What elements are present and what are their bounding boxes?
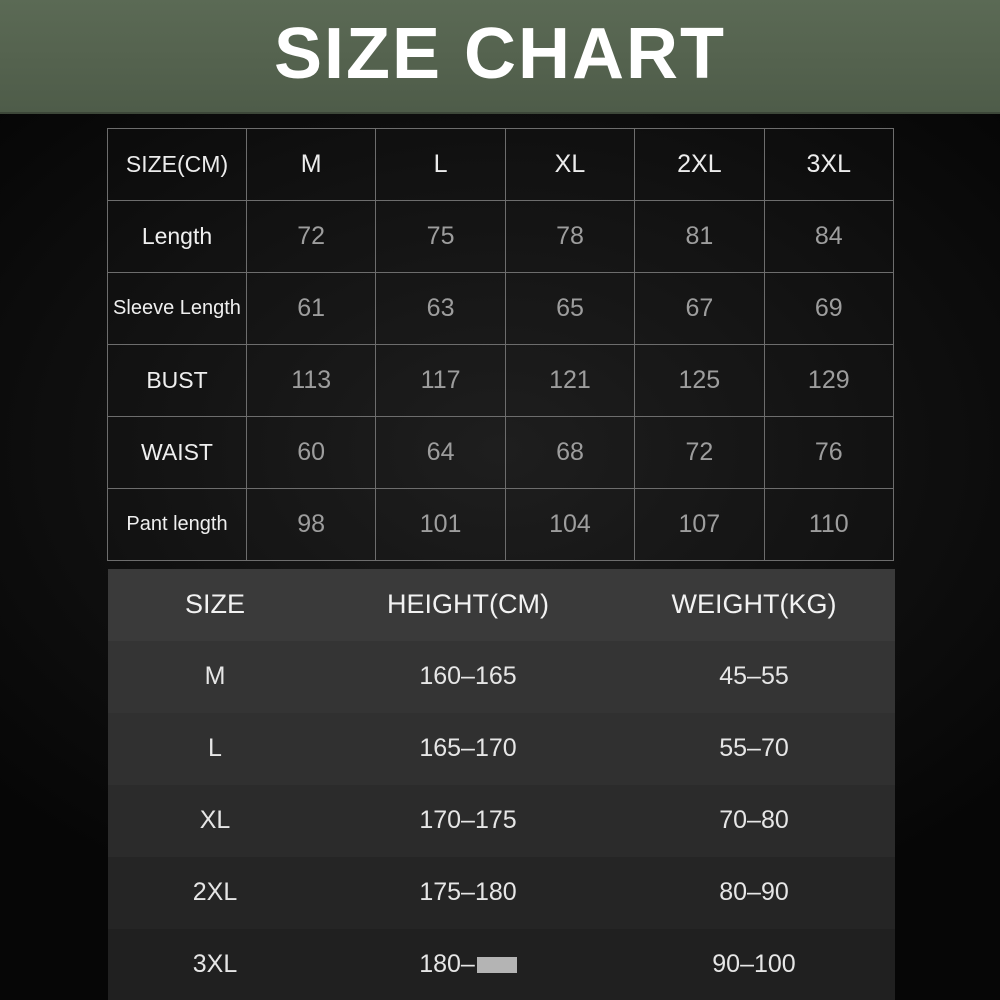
page-title: SIZE CHART bbox=[274, 14, 726, 94]
fit-height-2xl: 175–180 bbox=[323, 857, 614, 929]
table-row bbox=[108, 641, 895, 713]
cell-pant-m: 98 bbox=[247, 489, 376, 561]
cell-sleeve-m: 61 bbox=[247, 273, 376, 345]
cell-length-2xl: 81 bbox=[635, 201, 764, 273]
fit-weight-2xl: 80–90 bbox=[614, 857, 895, 929]
fit-table-header-row bbox=[108, 569, 895, 641]
fit-column-header-weight: WEIGHT(KG) bbox=[614, 569, 895, 641]
cell-length-xl: 78 bbox=[505, 201, 634, 273]
cell-pant-3xl: 110 bbox=[764, 489, 893, 561]
table-row bbox=[108, 273, 894, 345]
column-header-size: SIZE(CM) bbox=[108, 129, 247, 201]
cell-sleeve-3xl: 69 bbox=[764, 273, 893, 345]
column-header-xl: XL bbox=[505, 129, 634, 201]
cell-bust-m: 113 bbox=[247, 345, 376, 417]
column-header-m: M bbox=[247, 129, 376, 201]
cell-waist-2xl: 72 bbox=[635, 417, 764, 489]
cell-length-l: 75 bbox=[376, 201, 505, 273]
row-label-length: Length bbox=[108, 201, 247, 273]
fit-table-container bbox=[107, 568, 895, 1000]
column-header-3xl: 3XL bbox=[764, 129, 893, 201]
cell-waist-l: 64 bbox=[376, 417, 505, 489]
cell-pant-2xl: 107 bbox=[635, 489, 764, 561]
fit-weight-m: 45–55 bbox=[614, 641, 895, 713]
fit-column-header-height: HEIGHT(CM) bbox=[323, 569, 614, 641]
fit-weight-xl: 70–80 bbox=[614, 785, 895, 857]
column-header-2xl: 2XL bbox=[635, 129, 764, 201]
cell-waist-m: 60 bbox=[247, 417, 376, 489]
table-row bbox=[108, 857, 895, 929]
obscured-text-smudge bbox=[477, 957, 517, 973]
row-label-waist: WAIST bbox=[108, 417, 247, 489]
fit-table bbox=[107, 568, 895, 1000]
cell-sleeve-2xl: 67 bbox=[635, 273, 764, 345]
table-row bbox=[108, 785, 895, 857]
fit-height-3xl bbox=[323, 929, 614, 1000]
cell-bust-l: 117 bbox=[376, 345, 505, 417]
row-label-pant-length: Pant length bbox=[108, 489, 247, 561]
cell-waist-3xl: 76 bbox=[764, 417, 893, 489]
table-row bbox=[108, 201, 894, 273]
cell-length-3xl: 84 bbox=[764, 201, 893, 273]
fit-weight-3xl: 90–100 bbox=[614, 929, 895, 1000]
fit-weight-l: 55–70 bbox=[614, 713, 895, 785]
cell-waist-xl: 68 bbox=[505, 417, 634, 489]
table-row bbox=[108, 417, 894, 489]
fit-size-xl: XL bbox=[108, 785, 323, 857]
column-header-l: L bbox=[376, 129, 505, 201]
cell-pant-l: 101 bbox=[376, 489, 505, 561]
fit-height-xl: 170–175 bbox=[323, 785, 614, 857]
fit-size-m: M bbox=[108, 641, 323, 713]
cell-pant-xl: 104 bbox=[505, 489, 634, 561]
cell-length-m: 72 bbox=[247, 201, 376, 273]
fit-size-l: L bbox=[108, 713, 323, 785]
fit-height-l: 165–170 bbox=[323, 713, 614, 785]
row-label-sleeve-length: Sleeve Length bbox=[108, 273, 247, 345]
header-banner bbox=[0, 0, 1000, 114]
table-row bbox=[108, 929, 895, 1000]
measurements-table-container bbox=[107, 128, 894, 561]
fit-height-3xl-text: 180– bbox=[419, 950, 475, 978]
table-header-row bbox=[108, 129, 894, 201]
row-label-bust: BUST bbox=[108, 345, 247, 417]
table-row bbox=[108, 489, 894, 561]
fit-column-header-size: SIZE bbox=[108, 569, 323, 641]
table-row bbox=[108, 713, 895, 785]
fit-size-3xl: 3XL bbox=[108, 929, 323, 1000]
fit-size-2xl: 2XL bbox=[108, 857, 323, 929]
cell-bust-xl: 121 bbox=[505, 345, 634, 417]
table-row bbox=[108, 345, 894, 417]
cell-sleeve-xl: 65 bbox=[505, 273, 634, 345]
cell-bust-2xl: 125 bbox=[635, 345, 764, 417]
measurements-table bbox=[107, 128, 894, 561]
cell-bust-3xl: 129 bbox=[764, 345, 893, 417]
cell-sleeve-l: 63 bbox=[376, 273, 505, 345]
fit-height-m: 160–165 bbox=[323, 641, 614, 713]
